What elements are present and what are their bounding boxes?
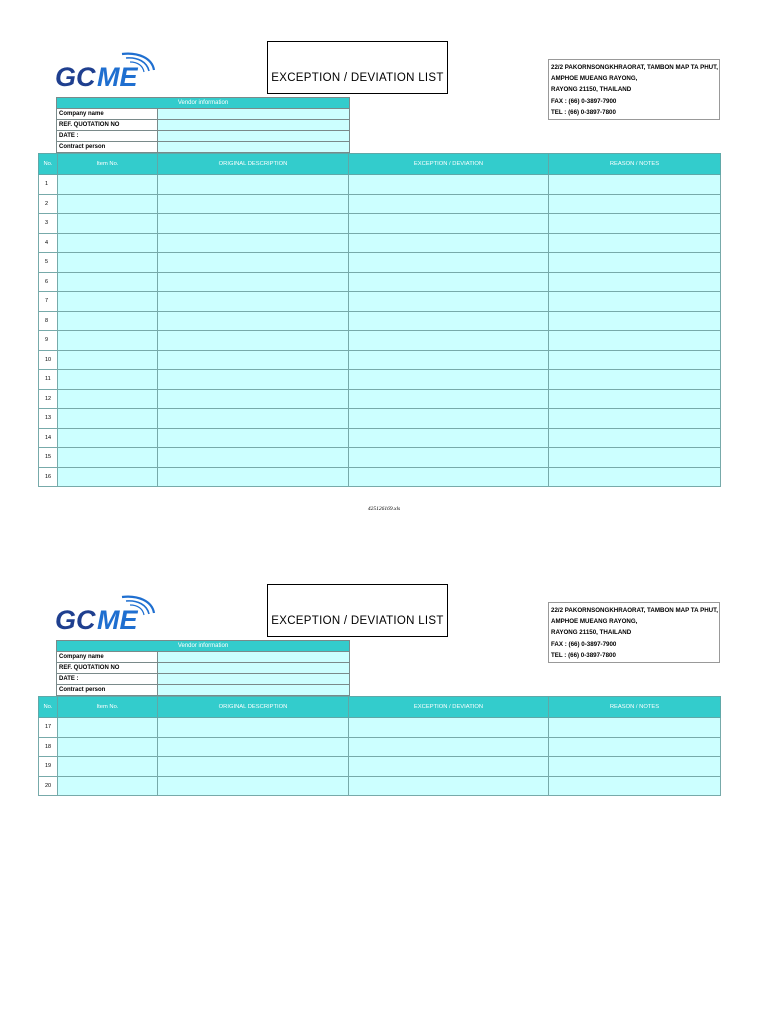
date-field[interactable] (158, 674, 350, 685)
table-row (39, 718, 721, 738)
date-label: DATE : (57, 674, 158, 685)
reason-notes-cell[interactable] (549, 292, 721, 312)
exception-deviation-cell[interactable] (349, 233, 549, 253)
original-description-cell[interactable] (158, 776, 349, 796)
company-name-label: Company name (57, 109, 158, 120)
original-description-cell[interactable] (158, 467, 349, 487)
address-box (548, 602, 720, 663)
exception-table-page-1 (38, 153, 721, 487)
exception-deviation-cell[interactable] (349, 194, 549, 214)
item-no-cell[interactable] (58, 428, 158, 448)
row-number: 16 (39, 467, 58, 487)
row-number: 15 (39, 448, 58, 468)
item-no-cell[interactable] (58, 467, 158, 487)
item-no-cell[interactable] (58, 448, 158, 468)
reason-notes-cell[interactable] (549, 370, 721, 390)
logo-text-gc: GC (55, 605, 96, 635)
col-header-original-description: ORIGINAL DESCRIPTION (158, 154, 349, 175)
reason-notes-cell[interactable] (549, 253, 721, 273)
reason-notes-cell[interactable] (549, 389, 721, 409)
ref-quotation-field[interactable] (158, 663, 350, 674)
exception-deviation-cell[interactable] (349, 253, 549, 273)
exception-deviation-cell[interactable] (349, 350, 549, 370)
row-number: 20 (39, 776, 58, 796)
exception-deviation-cell[interactable] (349, 389, 549, 409)
original-description-cell[interactable] (158, 448, 349, 468)
row-number: 17 (39, 718, 58, 738)
row-number: 10 (39, 350, 58, 370)
table-row (39, 428, 721, 448)
original-description-cell[interactable] (158, 194, 349, 214)
item-no-cell[interactable] (58, 253, 158, 273)
original-description-cell[interactable] (158, 428, 349, 448)
contact-person-label: Contract person (57, 685, 158, 696)
table-row (39, 350, 721, 370)
exception-table-page-2 (38, 696, 721, 796)
exception-deviation-cell[interactable] (349, 467, 549, 487)
original-description-cell[interactable] (158, 311, 349, 331)
item-no-cell[interactable] (58, 389, 158, 409)
table-row (39, 292, 721, 312)
ref-quotation-label: REF. QUOTATION NO (57, 120, 158, 131)
col-header-item-no: Item No. (58, 697, 158, 718)
address-line: RAYONG 21150, THAILAND (551, 629, 632, 637)
address-line: 22/2 PAKORNSONGKHRAORAT, TAMBON MAP TA PHUT, (551, 607, 718, 614)
gcme-logo (52, 50, 162, 94)
address-line: AMPHOE MUEANG RAYONG, (551, 75, 638, 83)
exception-deviation-cell[interactable] (349, 718, 549, 738)
exception-deviation-cell[interactable] (349, 311, 549, 331)
original-description-cell[interactable] (158, 272, 349, 292)
col-header-exception-deviation: EXCEPTION / DEVIATION (349, 154, 549, 175)
original-description-cell[interactable] (158, 175, 349, 195)
reason-notes-cell[interactable] (549, 214, 721, 234)
reason-notes-cell[interactable] (549, 448, 721, 468)
reason-notes-cell[interactable] (549, 757, 721, 777)
exception-deviation-cell[interactable] (349, 409, 549, 429)
exception-deviation-cell[interactable] (349, 757, 549, 777)
fax-line: FAX : (66) 0-3897-7900 (551, 97, 617, 105)
item-no-cell[interactable] (58, 409, 158, 429)
contact-person-label: Contract person (57, 142, 158, 153)
logo-text-me: ME (97, 62, 138, 92)
item-no-cell[interactable] (58, 757, 158, 777)
title-box (267, 41, 448, 94)
logo-text-me: ME (97, 605, 138, 635)
item-no-cell[interactable] (58, 233, 158, 253)
original-description-cell[interactable] (158, 370, 349, 390)
company-name-label: Company name (57, 652, 158, 663)
reason-notes-cell[interactable] (549, 776, 721, 796)
reason-notes-cell[interactable] (549, 737, 721, 757)
footer-filename: 425126169.xls (367, 506, 401, 512)
table-row (39, 311, 721, 331)
table-row (39, 389, 721, 409)
title-box (267, 584, 448, 637)
item-no-cell[interactable] (58, 272, 158, 292)
reason-notes-cell[interactable] (549, 350, 721, 370)
item-no-cell[interactable] (58, 311, 158, 331)
row-number: 5 (39, 253, 58, 273)
contact-person-field[interactable] (158, 685, 350, 696)
original-description-cell[interactable] (158, 350, 349, 370)
col-header-reason-notes: REASON / NOTES (549, 697, 721, 718)
exception-deviation-cell[interactable] (349, 428, 549, 448)
table-row (39, 757, 721, 777)
col-header-reason-notes: REASON / NOTES (549, 154, 721, 175)
row-number: 13 (39, 409, 58, 429)
original-description-cell[interactable] (158, 233, 349, 253)
original-description-cell[interactable] (158, 253, 349, 273)
vendor-info-header: Vendor information (57, 641, 350, 652)
item-no-cell[interactable] (58, 194, 158, 214)
col-header-no: No. (39, 154, 58, 175)
item-no-cell[interactable] (58, 776, 158, 796)
item-no-cell[interactable] (58, 370, 158, 390)
fax-line: FAX : (66) 0-3897-7900 (551, 640, 617, 648)
vendor-info-table (56, 640, 350, 696)
item-no-cell[interactable] (58, 718, 158, 738)
reason-notes-cell[interactable] (549, 718, 721, 738)
row-number: 4 (39, 233, 58, 253)
row-number: 12 (39, 389, 58, 409)
table-row (39, 776, 721, 796)
exception-deviation-cell[interactable] (349, 448, 549, 468)
document-title: EXCEPTION / DEVIATION LIST (271, 615, 444, 627)
address-line: AMPHOE MUEANG RAYONG, (551, 618, 638, 626)
ref-quotation-field[interactable] (158, 120, 350, 131)
table-row (39, 467, 721, 487)
table-row (39, 194, 721, 214)
row-number: 6 (39, 272, 58, 292)
table-row (39, 253, 721, 273)
table-row (39, 175, 721, 195)
row-number: 3 (39, 214, 58, 234)
contact-person-field[interactable] (158, 142, 350, 153)
address-line: RAYONG 21150, THAILAND (551, 86, 632, 94)
company-name-field[interactable] (158, 652, 350, 663)
table-row (39, 370, 721, 390)
original-description-cell[interactable] (158, 409, 349, 429)
item-no-cell[interactable] (58, 214, 158, 234)
row-number: 1 (39, 175, 58, 195)
original-description-cell[interactable] (158, 389, 349, 409)
row-number: 19 (39, 757, 58, 777)
exception-deviation-cell[interactable] (349, 370, 549, 390)
address-line: 22/2 PAKORNSONGKHRAORAT, TAMBON MAP TA PHUT, (551, 64, 718, 71)
reason-notes-cell[interactable] (549, 331, 721, 351)
original-description-cell[interactable] (158, 331, 349, 351)
table-row (39, 737, 721, 757)
original-description-cell[interactable] (158, 757, 349, 777)
original-description-cell[interactable] (158, 292, 349, 312)
row-number: 7 (39, 292, 58, 312)
ref-quotation-label: REF. QUOTATION NO (57, 663, 158, 674)
reason-notes-cell[interactable] (549, 311, 721, 331)
reason-notes-cell[interactable] (549, 409, 721, 429)
tel-line: TEL : (66) 0-3897-7800 (551, 108, 616, 116)
reason-notes-cell[interactable] (549, 467, 721, 487)
item-no-cell[interactable] (58, 175, 158, 195)
reason-notes-cell[interactable] (549, 233, 721, 253)
original-description-cell[interactable] (158, 214, 349, 234)
col-header-original-description: ORIGINAL DESCRIPTION (158, 697, 349, 718)
vendor-info-header: Vendor information (57, 98, 350, 109)
table-row (39, 409, 721, 429)
exception-deviation-cell[interactable] (349, 776, 549, 796)
document-title: EXCEPTION / DEVIATION LIST (271, 72, 444, 84)
reason-notes-cell[interactable] (549, 194, 721, 214)
row-number: 2 (39, 194, 58, 214)
original-description-cell[interactable] (158, 737, 349, 757)
item-no-cell[interactable] (58, 737, 158, 757)
item-no-cell[interactable] (58, 292, 158, 312)
original-description-cell[interactable] (158, 718, 349, 738)
col-header-item-no: Item No. (58, 154, 158, 175)
row-number: 14 (39, 428, 58, 448)
row-number: 8 (39, 311, 58, 331)
table-row (39, 233, 721, 253)
exception-deviation-cell[interactable] (349, 292, 549, 312)
exception-deviation-cell[interactable] (349, 214, 549, 234)
exception-deviation-cell[interactable] (349, 737, 549, 757)
table-row (39, 331, 721, 351)
table-row (39, 272, 721, 292)
item-no-cell[interactable] (58, 331, 158, 351)
table-row (39, 448, 721, 468)
row-number: 9 (39, 331, 58, 351)
col-header-exception-deviation: EXCEPTION / DEVIATION (349, 697, 549, 718)
tel-line: TEL : (66) 0-3897-7800 (551, 651, 616, 659)
date-field[interactable] (158, 131, 350, 142)
gcme-logo (52, 593, 162, 637)
exception-deviation-cell[interactable] (349, 272, 549, 292)
address-box (548, 59, 720, 120)
reason-notes-cell[interactable] (549, 272, 721, 292)
item-no-cell[interactable] (58, 350, 158, 370)
row-number: 11 (39, 370, 58, 390)
date-label: DATE : (57, 131, 158, 142)
vendor-info-table (56, 97, 350, 153)
table-row (39, 214, 721, 234)
exception-deviation-cell[interactable] (349, 331, 549, 351)
reason-notes-cell[interactable] (549, 175, 721, 195)
reason-notes-cell[interactable] (549, 428, 721, 448)
exception-deviation-cell[interactable] (349, 175, 549, 195)
company-name-field[interactable] (158, 109, 350, 120)
logo-text-gc: GC (55, 62, 96, 92)
col-header-no: No. (39, 697, 58, 718)
row-number: 18 (39, 737, 58, 757)
